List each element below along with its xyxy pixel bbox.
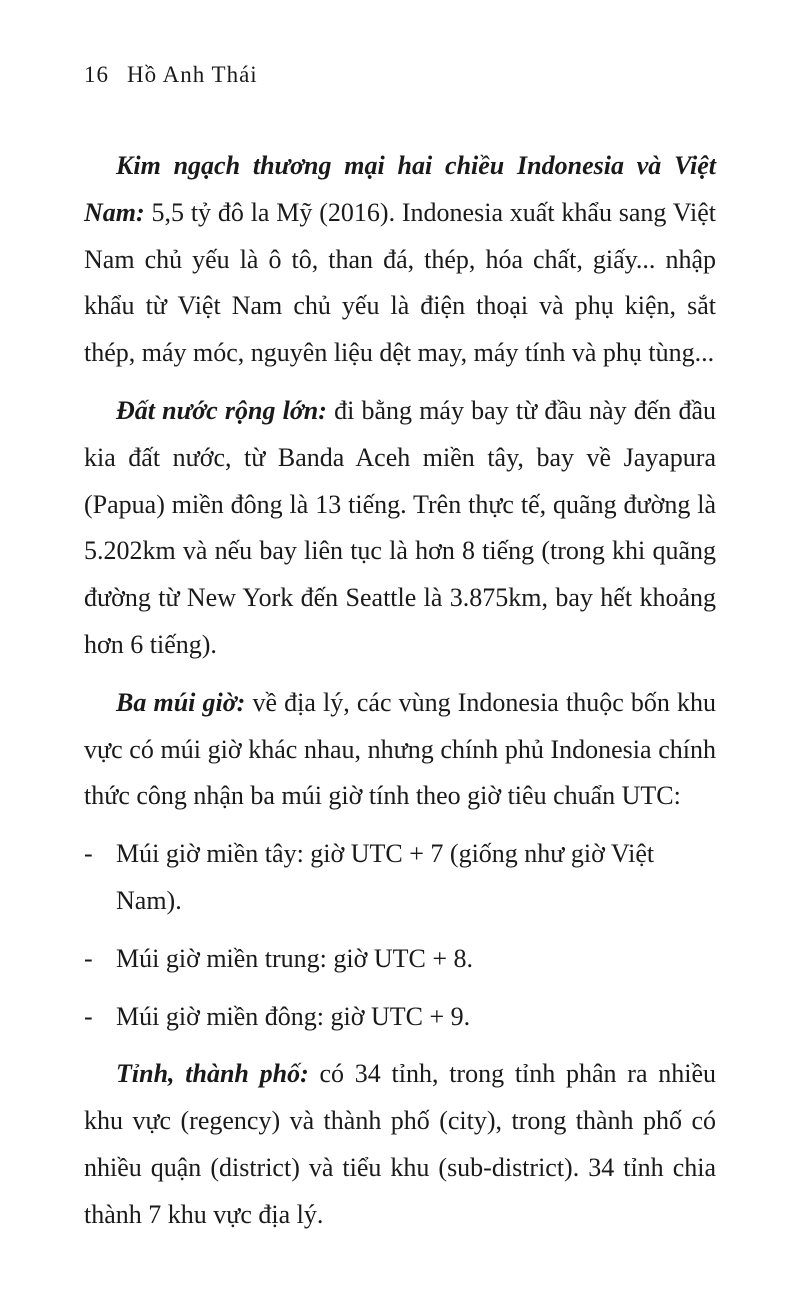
list-item xyxy=(84,831,716,925)
paragraph-lead: Kim ngạch thương mại hai chiều Indonesia và Việt Nam: xyxy=(84,151,716,227)
paragraph-lead: Đất nước rộng lớn: xyxy=(116,395,327,425)
author-name: Hồ Anh Thái xyxy=(127,62,258,87)
body-text xyxy=(84,143,716,1250)
paragraph-text: đi bằng máy bay từ đầu này đến đầu kia đất nước, từ Banda Aceh miền tây, bay về Jayapura (Papua) miền đông là 13 tiếng. Trên thực tế, quãng đường là 5.202km và nếu bay liên tục là hơn 8 tiếng (trong khi quãng đường từ New York đến Seattle là 3.875km, bay hết khoảng hơn 6 tiếng). xyxy=(84,395,717,659)
timezone-list xyxy=(84,831,716,1040)
paragraph-provinces xyxy=(84,1051,716,1238)
paragraph-text: có 34 tỉnh, trong tỉnh phân ra nhiều khu vực (regency) và thành phố (city), trong thành phố có nhiều quận (district) và tiểu khu (sub-district). 34 tỉnh chia thành 7 khu vực địa lý. xyxy=(84,1059,716,1229)
paragraph-lead: Ba múi giờ: xyxy=(116,687,246,717)
list-item-text: Múi giờ miền trung: giờ UTC + 8. xyxy=(116,943,474,973)
paragraph-trade xyxy=(84,143,716,377)
paragraph-timezones xyxy=(84,680,716,820)
paragraph-lead: Tỉnh, thành phố: xyxy=(116,1059,309,1089)
list-dash: - xyxy=(84,1001,93,1031)
list-item xyxy=(84,936,716,983)
list-dash: - xyxy=(84,839,93,869)
paragraph-country-size xyxy=(84,388,716,669)
list-item-text: Múi giờ miền đông: giờ UTC + 9. xyxy=(116,1001,471,1031)
paragraph-text: về địa lý, các vùng Indonesia thuộc bốn khu vực có múi giờ khác nhau, nhưng chính phủ Indonesia chính thức công nhận ba múi giờ tính theo giờ tiêu chuẩn UTC: xyxy=(84,687,716,811)
list-dash: - xyxy=(84,943,93,973)
running-header xyxy=(84,62,258,88)
list-item-text: Múi giờ miền tây: giờ UTC + 7 (giống như giờ Việt Nam). xyxy=(116,839,655,915)
paragraph-text: 5,5 tỷ đô la Mỹ (2016). Indonesia xuất khẩu sang Việt Nam chủ yếu là ô tô, than đá, thép, hóa chất, giấy... nhập khẩu từ Việt Nam chủ yếu là điện thoại và phụ kiện, sắt thép, máy móc, nguyên liệu dệt may, máy tính và phụ tùng... xyxy=(84,197,716,368)
page-number: 16 xyxy=(84,62,109,87)
list-item xyxy=(84,994,716,1041)
